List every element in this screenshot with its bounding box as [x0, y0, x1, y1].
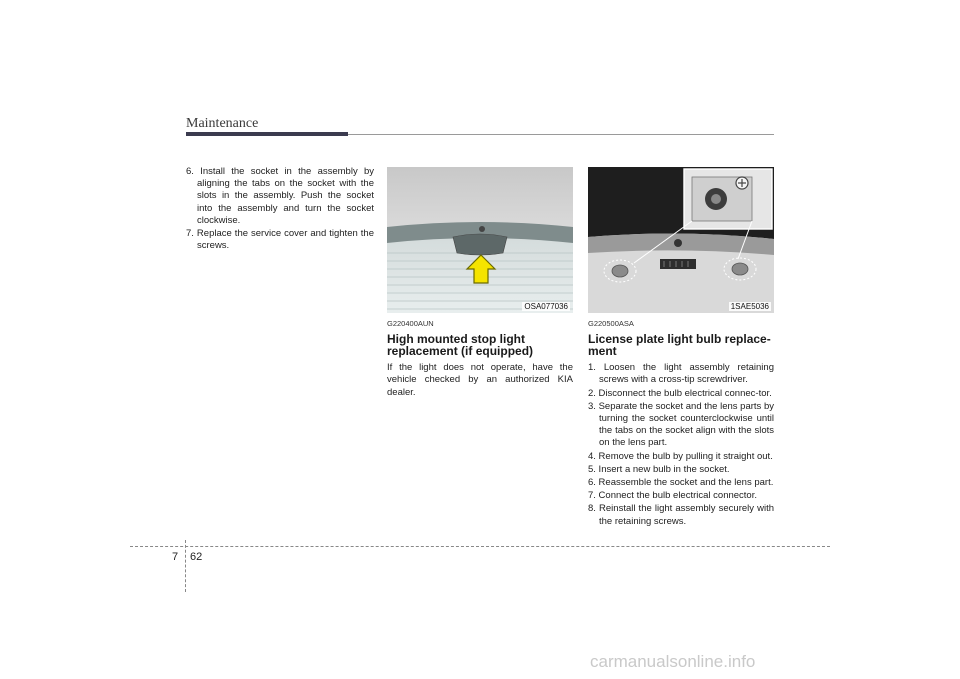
list-item: 7. Connect the bulb electrical connector.	[588, 490, 757, 502]
watermark-text: carmanualsonline.info	[590, 652, 756, 671]
footer-divider	[185, 540, 186, 592]
header-rule-dark	[186, 132, 348, 136]
chapter-number: 7	[172, 551, 179, 563]
figure-code: OSA077036	[524, 302, 568, 311]
figure-code: 1SAE5036	[730, 302, 769, 311]
license-plate-section	[588, 318, 774, 529]
section-heading: High mounted stop light replacement (if equipped)	[387, 332, 534, 359]
section-code: G220400AUN	[387, 319, 434, 328]
rear-window-drawing	[387, 167, 573, 313]
section-code: G220500ASA	[588, 319, 634, 328]
list-item: 6. Reassemble the socket and the lens part.	[588, 477, 774, 489]
list-item: 4. Remove the bulb by pulling it straight out.	[588, 450, 773, 462]
install-steps-list	[186, 166, 374, 253]
page-number: 62	[190, 551, 203, 563]
footer-rule	[130, 546, 830, 547]
license-lights-drawing	[588, 167, 774, 313]
list-item: 5. Insert a new bulb in the socket.	[588, 463, 730, 475]
section-heading: License plate light bulb replace-ment	[588, 332, 771, 359]
section-body: If the light does not operate, have the vehicle checked by an authorized KIA dealer.	[387, 362, 573, 398]
list-item: 1. Loosen the light assembly retaining screws with a cross-tip screwdriver.	[588, 362, 774, 386]
list-item: 3. Separate the socket and the lens parts by turning the socket counterclockwise until the tabs on the socket align with the slots on the lens part.	[588, 400, 774, 449]
high-mount-section	[387, 318, 573, 399]
section-title: Maintenance	[186, 116, 259, 131]
list-item: 7. Replace the service cover and tighten the screws.	[186, 228, 374, 252]
list-item: 8. Reinstall the light assembly securely with the retaining screws.	[588, 503, 774, 527]
list-item: 6. Install the socket in the assembly by aligning the tabs on the socket with the slots in the assembly. Push the socket into the assembly and turn the socket clockwise.	[186, 166, 374, 226]
header-rule-thin	[348, 134, 774, 135]
high-mount-stop-light-illustration	[387, 167, 573, 313]
list-item: 2. Disconnect the bulb electrical connec-tor.	[588, 387, 772, 399]
license-plate-light-illustration	[588, 167, 774, 313]
license-steps-list	[588, 362, 774, 528]
